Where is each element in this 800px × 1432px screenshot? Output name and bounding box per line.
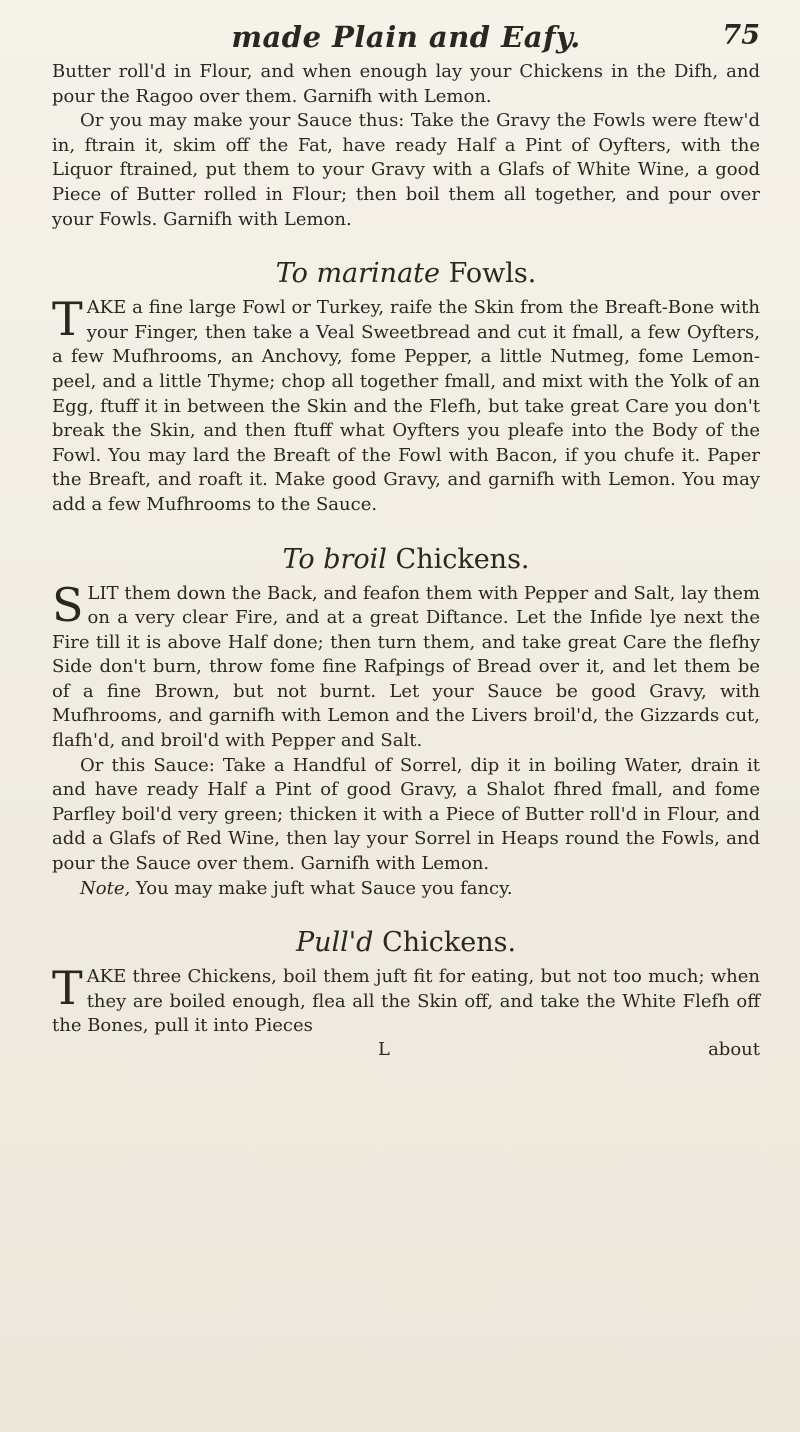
heading-roman: Chickens. [395,543,530,575]
heading-roman: Chickens. [382,927,517,959]
recipe-heading [52,258,760,290]
page-number: 75 [722,20,760,51]
drop-cap: T [52,961,83,1016]
catchword: about [708,1039,760,1060]
continuation-text [52,60,760,232]
note-text: You may make juft what Sauce you fancy. [130,877,513,899]
paragraph: Or you may make your Sauce thus: Take the Gravy the Fowls were ftew'd in, ftrain it, skim off the Fat, have ready Half a Pint of Oyfters, with the Liquor ftrained, put them to your Gravy with a Glafs of White Wine, a good Piece of Butter rolled in Flour; then boil them all together, and pour over your Fowls. Garnifh with Lemon. [52,110,760,230]
paragraph: Butter roll'd in Flour, and when enough lay your Chickens in the Difh, and pour the Ragoo over them. Garnifh with Lemon. [52,61,760,107]
running-head [52,14,760,60]
page-footer [52,1039,760,1063]
recipe-marinate-fowls [52,258,760,517]
recipe-broil-chickens [52,544,760,902]
signature-mark: L [378,1039,390,1060]
recipe-heading [52,927,760,959]
paragraph-text: AKE a fine large Fowl or Turkey, raife the Skin from the Breaft-Bone with your Finger, then take a Veal Sweetbread and cut it fmall, a few Oyfters, a few Mufhrooms, an Anchovy, fome Pepper, a little Nutmeg, fome Lemon-peel, and a little Thyme; chop all together fmall, and mixt with the Yolk of an Egg, ftuff it in between the Skin and the Flefh, but take great Care you don't break the Skin, and then ftuff what Oyfters you pleafe into the Body of the Fowl. You may lard the Breaft of the Fowl with Bacon, if you chufe it. Paper the Breaft, and roaft it. Make good Gravy, and garnifh with Lemon. You may add a few Mufhrooms to the Sauce. [52,297,760,515]
heading-roman: Fowls. [448,258,537,290]
paragraph [52,961,760,1039]
drop-cap: T [52,292,83,347]
heading-italic: To broil [282,543,387,575]
note-label: Note, [80,877,131,899]
running-title: made Plain and Eafy. [231,20,581,54]
paragraph [52,577,760,754]
drop-cap: S [52,577,84,632]
recipe-pulled-chickens [52,927,760,1039]
recipe-heading [52,544,760,576]
paragraph-text: AKE three Chickens, boil them juft fit for eating, but not too much; when they are boiled enough, flea all the Skin off, and take the White Flefh off the Bones, pull it into Pieces [52,966,760,1037]
heading-italic: To marinate [275,258,440,290]
paragraph: Or this Sauce: Take a Handful of Sorrel, dip it in boiling Water, drain it and have ready Half a Pint of good Gravy, a Shalot fhred fmall, and fome Parfley boil'd very green; thicken it with a Piece of Butter roll'd in Flour, and add a Glafs of Red Wine, then lay your Sorrel in Heaps round the Fowls, and pour the Sauce over them. Garnifh with Lemon. [52,754,760,875]
heading-italic: Pull'd [295,927,374,959]
paragraph [52,292,760,517]
paragraph-text: LIT them down the Back, and feafon them with Pepper and Salt, lay them on a very clear Fire, and at a great Diftance. Let the Infide lye next the Fire till it is above Half done; then turn them, and take great Care the flefhy Side don't burn, throw fome fine Rafpings of Bread over it, and let them be of a fine Brown, but not burnt. Let your Sauce be good Gravy, with Mufhrooms, and garnifh with Lemon and the Livers broil'd, the Gizzards cut, flafh'd, and broil'd with Pepper and Salt. [52,582,760,752]
note-paragraph [52,877,760,902]
